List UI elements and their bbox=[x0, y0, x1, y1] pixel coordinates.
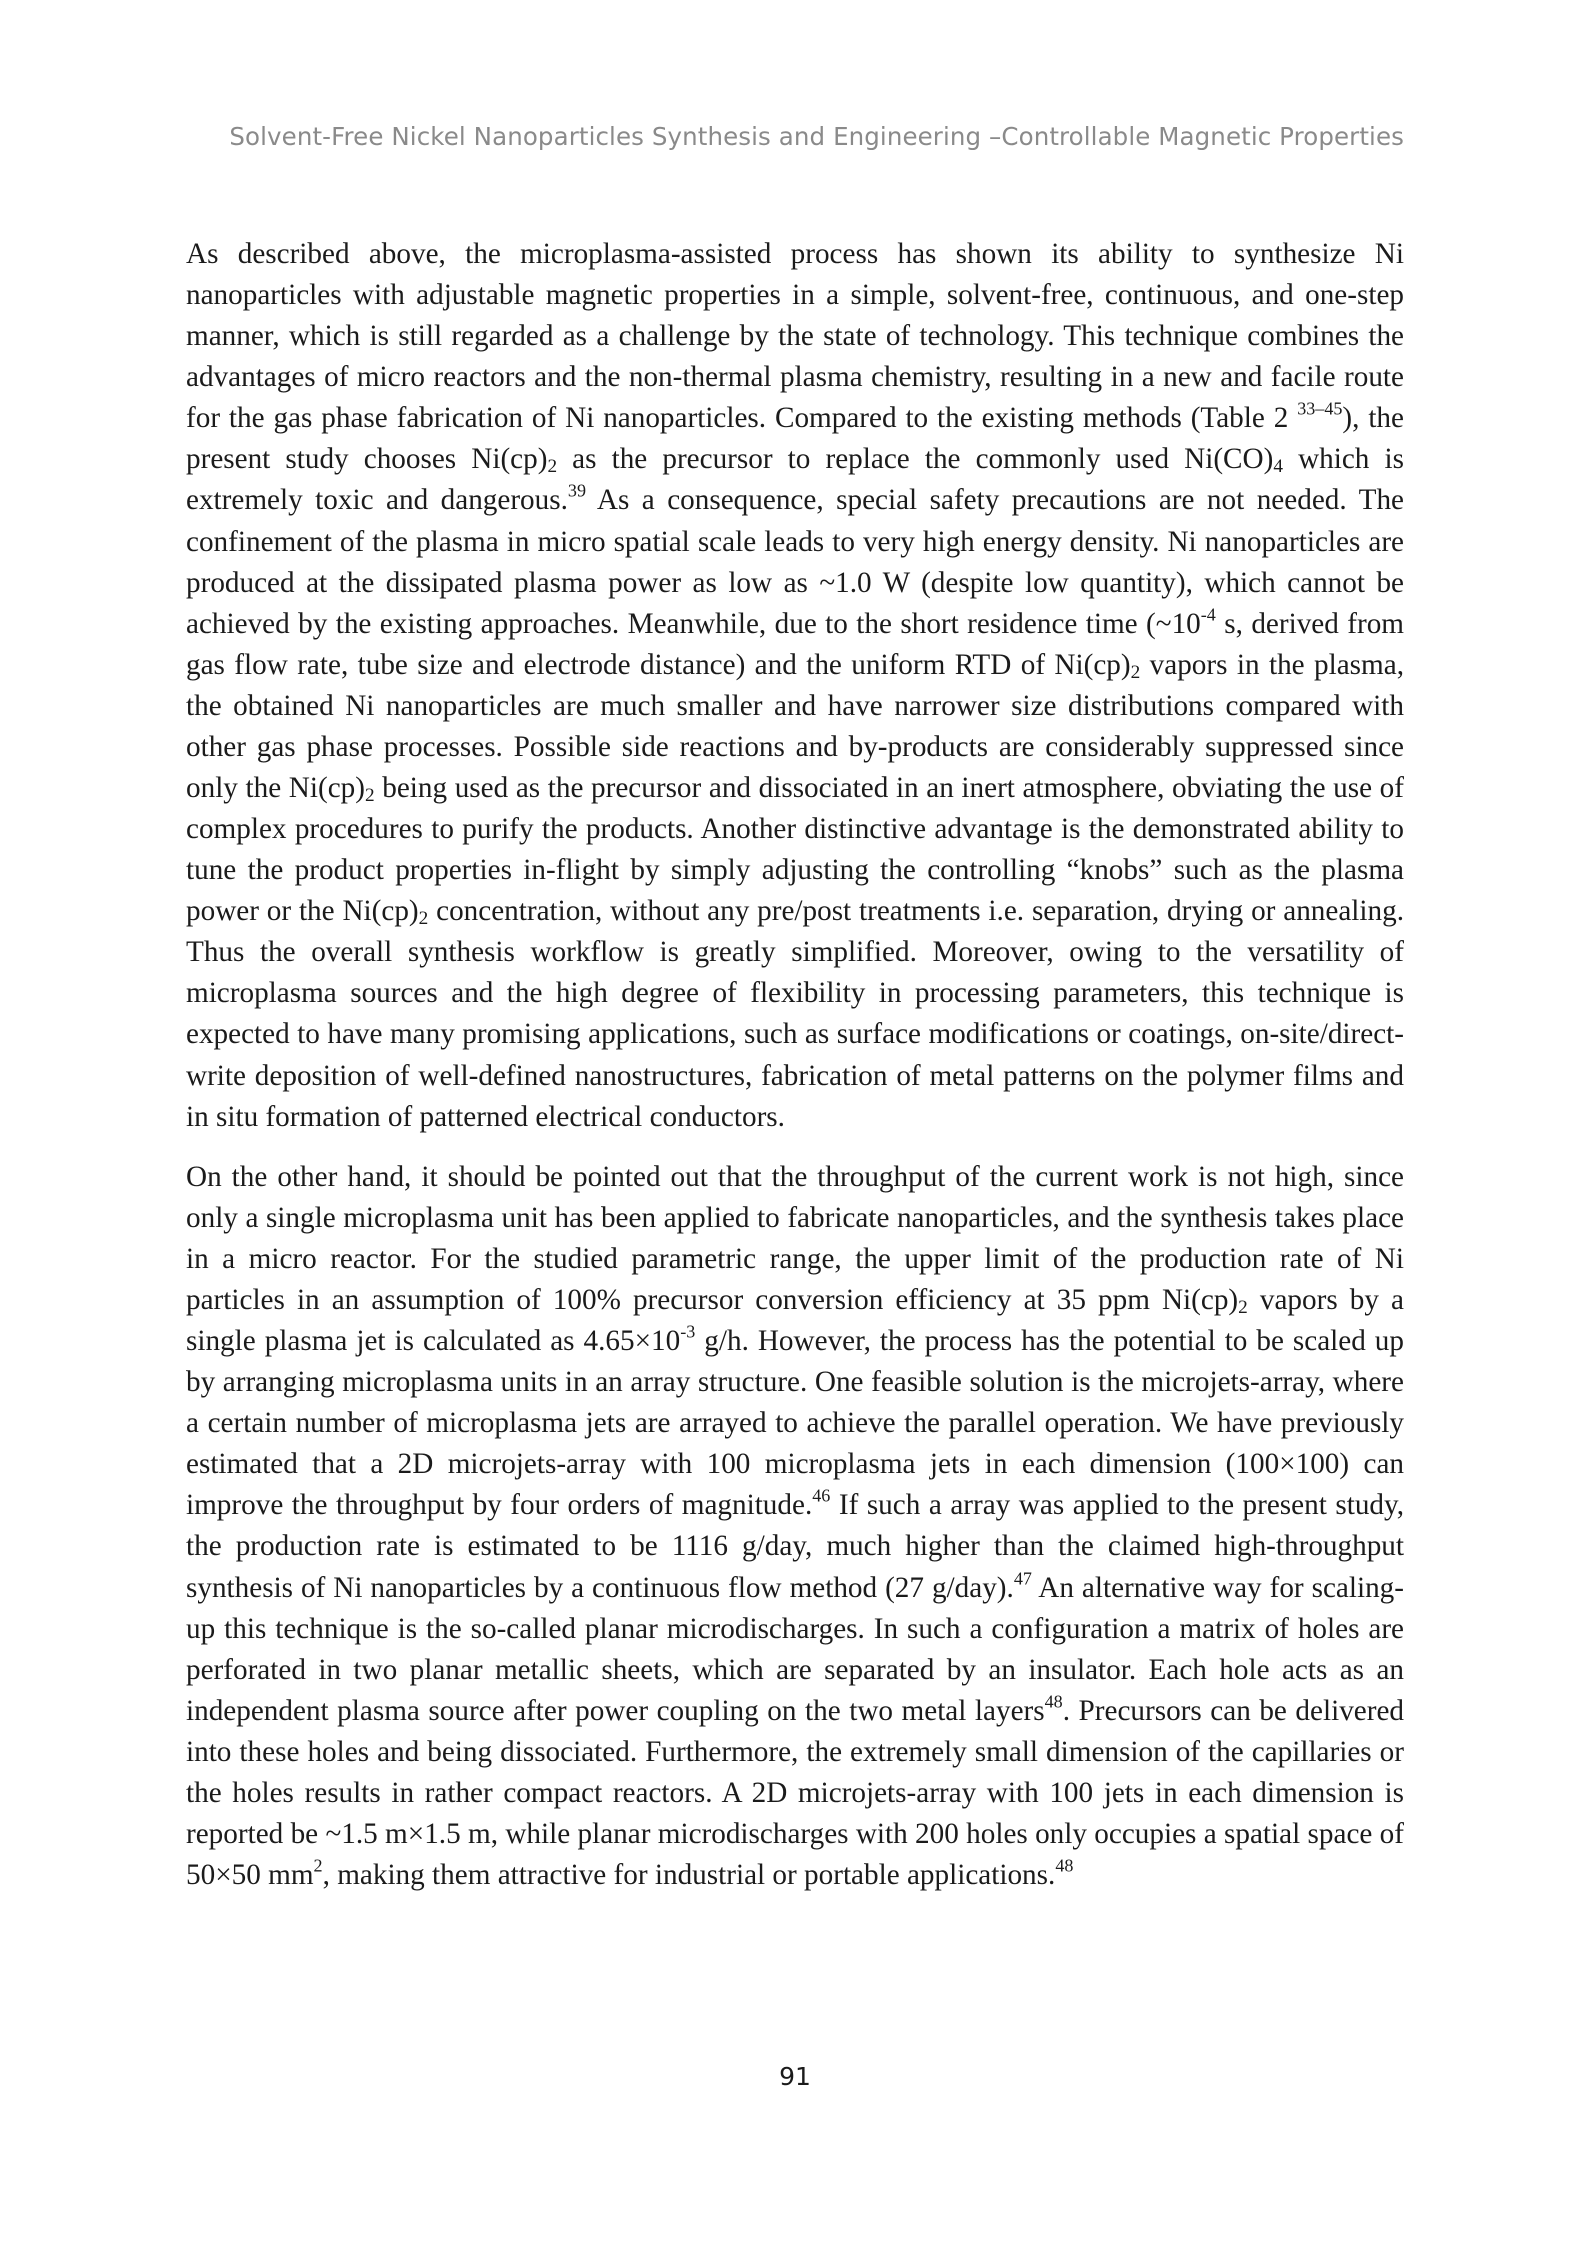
text-run: vapors in the plasma, the obtained Ni nanoparticles are much smaller and have narrower size distributions compared with other gas phase processes. Possible side reactions and by-products are considerably suppressed since only the Ni(cp) bbox=[186, 648, 1405, 805]
exponent: -4 bbox=[1200, 604, 1216, 625]
text-run: ), the present study chooses Ni(cp) bbox=[186, 402, 1404, 476]
paragraph-2 bbox=[186, 1157, 1404, 1896]
chemical-subscript: 4 bbox=[1273, 456, 1283, 478]
text-run: , making them attractive for industrial or portable applications. bbox=[322, 1859, 1056, 1892]
text-run: g/h. However, the process has the potential to be scaled up by arranging microplasma units in an array structure. One feasible solution is the microjets-array, where a certain number of microplasma jets are arrayed to achieve the parallel operation. We have previously estimated that a 2D microjets-array with 100 microplasma jets in each dimension (100×100) can improve the throughput by four orders of magnitude. bbox=[186, 1325, 1404, 1522]
text-run: As described above, the microplasma-assisted process has shown its ability to synthesize Ni nanoparticles with adjustable magnetic properties in a simple, solvent-free, continuous, and one-step manner, which is still regarded as a challenge by the state of technology. This technique combines the advantages of micro reactors and the non-thermal plasma chemistry, resulting in a new and facile route for the gas phase fabrication of Ni nanoparticles. Compared to the existing methods (Table 2 bbox=[186, 238, 1404, 435]
text-run: concentration, without any pre/post treatments i.e. separation, drying or annealing. Thus the overall synthesis workflow is greatly simplified. Moreover, owing to the versatility of microplasma sources and the high degree of flexibility in processing parameters, this technique is expected to have many promising applications, such as surface modifications or coatings, on-site/direct-write deposition of well-defined nanostructures, fabrication of metal patterns on the polymer films and in situ formation of patterned electrical conductors. bbox=[186, 895, 1404, 1133]
citation-reference: 48 bbox=[1055, 1855, 1074, 1876]
text-run: vapors by a single plasma jet is calculated as 4.65×10 bbox=[186, 1283, 1404, 1358]
chemical-subscript: 2 bbox=[364, 785, 375, 807]
citation-reference: 39 bbox=[567, 481, 586, 502]
exponent: -3 bbox=[680, 1321, 696, 1342]
chemical-subscript: 2 bbox=[547, 456, 558, 478]
chemical-subscript: 2 bbox=[1238, 1297, 1248, 1319]
body-text bbox=[186, 234, 1404, 1896]
running-header: Solvent-Free Nickel Nanoparticles Synthesis and Engineering –Controllable Magnetic Properties bbox=[229, 122, 1404, 151]
text-run: If such a array was applied to the present study, the production rate is estimated to be 1116 g/day, much higher than the claimed high-throughput synthesis of Ni nanoparticles by a continuous flow method (27 g/day). bbox=[186, 1489, 1404, 1604]
text-run: as the precursor to replace the commonly used Ni(CO) bbox=[557, 443, 1274, 476]
citation-reference: 46 bbox=[812, 1486, 831, 1507]
paragraph-1 bbox=[186, 234, 1404, 1138]
citation-reference: 33–45 bbox=[1297, 399, 1343, 420]
text-run: An alternative way for scaling-up this technique is the so-called planar microdischarges. In such a configuration a matrix of holes are perforated in two planar metallic sheets, which are separated by an insulator. Each hole acts as an independent plasma source after power coupling on the two metal layers bbox=[186, 1571, 1404, 1727]
text-run: On the other hand, it should be pointed out that the throughput of the current work is not high, since only a single microplasma unit has been applied to fabricate nanoparticles, and the synthesis takes place in a micro reactor. For the studied parametric range, the upper limit of the production rate of Ni particles in an assumption of 100% precursor conversion efficiency at 35 ppm Ni(cp) bbox=[186, 1160, 1404, 1316]
text-run: . Precursors can be delivered into these holes and being dissociated. Furthermore, the extremely small dimension of the capillaries or the holes results in rather compact reactors. A 2D microjets-array with 100 jets in each dimension is reported be ~1.5 m×1.5 m, while planar microdischarges with 200 holes only occupies a spatial space of 50×50 mm bbox=[186, 1694, 1405, 1892]
citation-reference: 48 bbox=[1044, 1691, 1063, 1712]
page-number: 91 bbox=[779, 2062, 811, 2091]
citation-reference: 47 bbox=[1013, 1568, 1032, 1589]
chemical-subscript: 2 bbox=[418, 908, 429, 930]
chemical-subscript: 2 bbox=[1130, 662, 1141, 684]
text-run: s, derived from gas flow rate, tube size and electrode distance) and the uniform RTD of Ni(cp) bbox=[186, 607, 1404, 681]
text-run: which is extremely toxic and dangerous. bbox=[186, 443, 1404, 517]
exponent: 2 bbox=[313, 1855, 323, 1876]
text-run: being used as the precursor and dissociated in an inert atmosphere, obviating the use of complex procedures to purify the products. Another distinctive advantage is the demonstrated ability to tune the product properties in-flight by simply adjusting the controlling “knobs” such as the plasma power or the Ni(cp) bbox=[186, 772, 1404, 928]
text-run: As a consequence, special safety precautions are not needed. The confinement of the plasma in micro spatial scale leads to very high energy density. Ni nanoparticles are produced at the dissipated plasma power as low as ~1.0 W (despite low quantity), which cannot be achieved by the existing approaches. Meanwhile, due to the short residence time (~10 bbox=[186, 484, 1404, 640]
